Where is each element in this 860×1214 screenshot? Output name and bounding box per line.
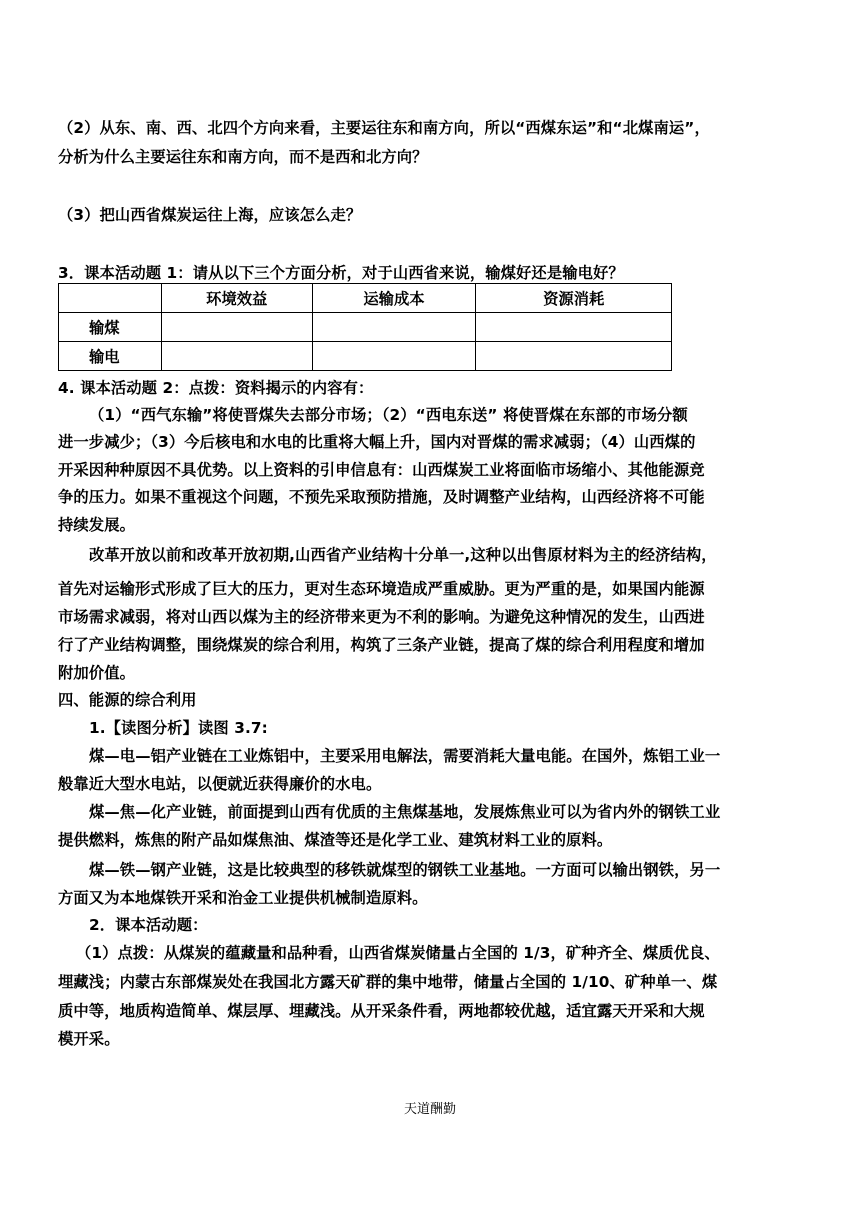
- table-header-cell: 资源消耗: [476, 284, 672, 313]
- question-2-line-1: （2）从东、南、西、北四个方向来看，主要运往东和南方向，所以“西煤东运”和“北煤南运”，: [58, 119, 710, 137]
- paragraph-2-line-5: 附加价值。: [58, 664, 135, 682]
- final-paragraph-line-3: 质中等，地质构造简单、煤层厚、埋藏浅。从开采条件看，两地都较优越，适宜露天开采和大规: [58, 1002, 705, 1020]
- table-header-cell: 运输成本: [312, 284, 476, 313]
- paragraph-1-line-5: 持续发展。: [58, 516, 135, 534]
- chain-3-line-1: 煤—铁—钢产业链，这是比较典型的移铁就煤型的钢铁工业基地。一方面可以输出钢铁，另一: [89, 861, 721, 879]
- table-header-cell: 环境效益: [161, 284, 312, 313]
- chain-2-line-1: 煤—焦—化产业链，前面提到山西有优质的主焦煤基地，发展炼焦业可以为省内外的钢铁工业: [89, 803, 721, 821]
- page-footer: 天道酬勤: [403, 1102, 456, 1117]
- table-cell: [476, 342, 672, 371]
- activity-1-heading: 3．课本活动题 1：请从以下三个方面分析，对于山西省来说，输煤好还是输电好？: [58, 264, 624, 282]
- paragraph-1-line-1: （1）“西气东输”将使晋煤失去部分市场；（2）“西电东送” 将使晋煤在东部的市场分额: [89, 406, 688, 424]
- read-figure-heading: 1.【读图分析】读图 3.7:: [89, 719, 268, 737]
- paragraph-1-line-3: 开采因种种原因不具优势。以上资料的引申信息有：山西煤炭工业将面临市场缩小、其他能源竞: [58, 461, 705, 479]
- question-3: （3）把山西省煤炭运往上海，应该怎么走？: [58, 206, 362, 224]
- table-row: [59, 342, 672, 371]
- paragraph-2-line-2: 首先对运输形式形成了巨大的压力，更对生态环境造成严重威胁。更为严重的是，如果国内能源: [58, 580, 705, 598]
- chain-1-line-2: 般靠近大型水电站，以便就近获得廉价的水电。: [58, 775, 382, 793]
- question-2-line-2: 分析为什么主要运往东和南方向，而不是西和北方向？: [58, 148, 428, 166]
- table-cell: [161, 313, 312, 342]
- comparison-table: [58, 283, 672, 371]
- paragraph-2-line-1: 改革开放以前和改革开放初期,山西省产业结构十分单一,这种以出售原材料为主的经济结构，: [89, 546, 717, 564]
- chain-2-line-2: 提供燃料，炼焦的附产品如煤焦油、煤渣等还是化学工业、建筑材料工业的原料。: [58, 831, 613, 849]
- activity-2-heading: 4. 课本活动题 2：点拨：资料揭示的内容有：: [58, 379, 374, 397]
- final-paragraph-line-1: （1）点拨：从煤炭的蕴藏量和品种看，山西省煤炭储量占全国的 1/3，矿种齐全、煤质优良、: [76, 944, 720, 962]
- paragraph-1-line-2: 进一步减少；（3）今后核电和水电的比重将大幅上升，国内对晋煤的需求减弱；（4）山西煤的: [58, 433, 696, 451]
- paragraph-2-line-4: 行了产业结构调整，围绕煤炭的综合利用，构筑了三条产业链，提高了煤的综合利用程度和增加: [58, 636, 705, 654]
- paragraph-1-line-4: 争的压力。如果不重视这个问题，不预先采取预防措施，及时调整产业结构，山西经济将不可能: [58, 488, 705, 506]
- chain-1-line-1: 煤—电—铝产业链在工业炼铝中，主要采用电解法，需要消耗大量电能。在国外，炼铝工业一: [89, 747, 721, 765]
- table-cell: [161, 342, 312, 371]
- table-cell: [312, 342, 476, 371]
- section-4-heading: 四、能源的综合利用: [58, 691, 197, 709]
- table-row-label: 输煤: [59, 313, 162, 342]
- chain-3-line-2: 方面又为本地煤铁开采和治金工业提供机械制造原料。: [58, 889, 428, 907]
- table-row-label: 输电: [59, 342, 162, 371]
- activity-heading-2: 2．课本活动题：: [89, 916, 208, 934]
- table-header-cell: [59, 284, 162, 313]
- final-paragraph-line-4: 模开采。: [58, 1030, 120, 1048]
- table-cell: [312, 313, 476, 342]
- final-paragraph-line-2: 埋藏浅；内蒙古东部煤炭处在我国北方露天矿群的集中地带，储量占全国的 1/10、矿种单一、煤: [58, 973, 718, 991]
- paragraph-2-line-3: 市场需求减弱，将对山西以煤为主的经济带来更为不利的影响。为避免这种情况的发生，山西进: [58, 608, 705, 626]
- table-row: [59, 313, 672, 342]
- table-cell: [476, 313, 672, 342]
- table-header-row: [59, 284, 672, 313]
